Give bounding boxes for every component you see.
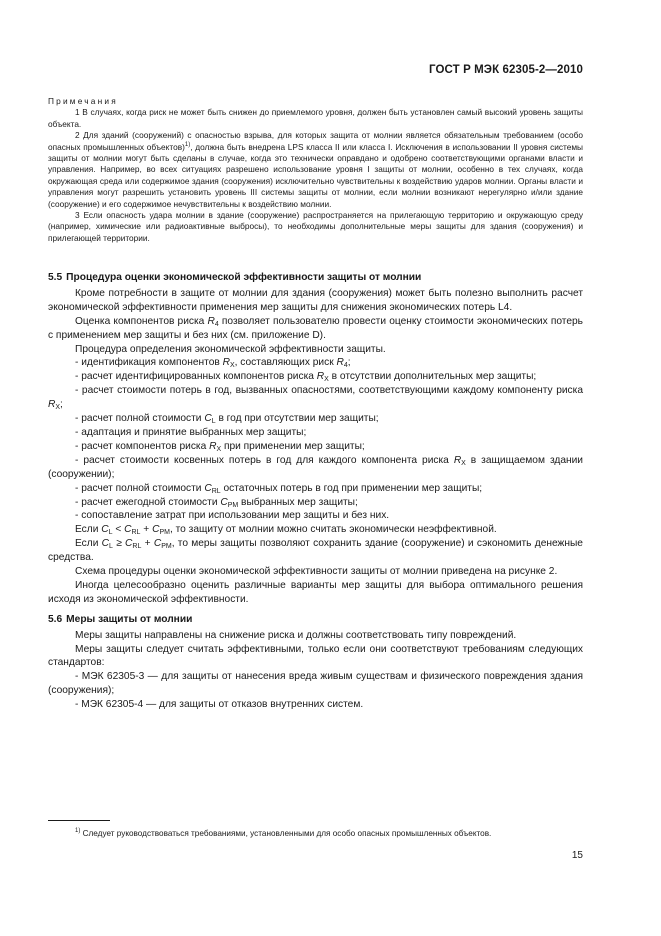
paragraph: Оценка компонентов риска $R_4$ позволяет пользователю провести оценку стоимости экономических потерь с применением мер защиты и без них (см. приложение D). bbox=[48, 315, 583, 341]
list-item: - МЭК 62305-3 — для защиты от нанесения вреда живым существам и физического повреждения здания (сооружения); bbox=[48, 671, 583, 697]
condition-economic: Если $C_L \ge C_{RL} + C_{PM}$, то меры защиты позволяют сохранить здание (сооружение) и сэкономить денежные средства. bbox=[48, 538, 583, 564]
list-item: - МЭК 62305-4 — для защиты от отказов внутренних систем. bbox=[75, 699, 364, 711]
main-text bbox=[48, 271, 583, 712]
footnote-ref[interactable]: 1) bbox=[184, 141, 191, 148]
paragraph: Схема процедуры оценки экономической эффективности защиты от молнии приведена на рисунке 2. bbox=[75, 566, 558, 578]
note-3: 3 Если опасность удара молнии в здание (сооружение) распространяется на прилегающую территорию и окружающую среду (например, химические или радиоактивные выбросы), то необходимы дополнительные меры защиты для здания (сооружения) и прилегающей территории. bbox=[48, 210, 583, 243]
notes-title: Примечания bbox=[48, 96, 118, 106]
paragraph: Иногда целесообразно оценить различные варианты мер защиты для выбора оптимального решения исходя из экономической эффективности. bbox=[48, 579, 583, 605]
paragraph: Кроме потребности в защите от молнии для здания (сооружения) может быть полезно выполнить расчет экономической эффективности применения мер защиты для снижения экономических потерь L4. bbox=[48, 287, 583, 313]
paragraph: Процедура определения экономической эффективности защиты. bbox=[75, 343, 386, 355]
document-code: ГОСТ Р МЭК 62305-2—2010 bbox=[429, 64, 583, 76]
list-item: - расчет полной стоимости $C_{RL}$ остаточных потерь в год при применении мер защиты; bbox=[75, 482, 483, 495]
footnote: $^{1)}$ Следует руководствоваться требованиями, установленными для особо опасных промышленных объектов. bbox=[75, 828, 492, 838]
page-number: 15 bbox=[571, 850, 583, 861]
list-item: - адаптация и принятие выбранных мер защиты; bbox=[75, 426, 307, 438]
list-item: - расчет ежегодной стоимости $C_{PM}$ выбранных мер защиты; bbox=[75, 496, 358, 509]
section-5-5-heading: 5.5 Процедура оценки экономической эффективности защиты от молнии bbox=[48, 272, 422, 283]
list-item: - расчет идентифицированных компонентов риска $R_X$ в отсутствии дополнительных мер защиты; bbox=[75, 371, 537, 384]
condition-uneconomic: Если $C_L < C_{RL} + C_{PM}$, то защиту от молнии можно считать экономически неэффективной. bbox=[75, 524, 497, 537]
list-item: - расчет стоимости косвенных потерь в год для каждого компонента риска $R_X$ в защищаемом здании (сооружении); bbox=[48, 454, 584, 480]
note-2: 2 Для зданий (сооружений) с опасностью взрыва, для которых защита от молнии является обязательным требованием (особо опасных промышленных объектов)$^{1)}$, должна быть внедрена LPS класса II или класса I. Исключения в использовании II уровня системы защиты от молнии могут быть сделаны в случае, когда это технически оправдано и одобрено соответствующими органами власти и управления. Например, во всех ситуациях разрешено использование уровня I защиты от молнии, особенно в тех случаях, когда окружающая среда или содержимое здания (сооружения) исключительно чувствительны к воздействию ударов молнии. Органы власти и управления могут разрешить установить уровень III системы защиты от молнии, если молнии возникают нерегулярно и/или здание (сооружение) и его содержимое нечувствительны к воздействию молнии. bbox=[48, 130, 583, 209]
list-item: - сопоставление затрат при использовании мер защиты и без них. bbox=[75, 510, 390, 522]
list-item: - расчет компонентов риска $R_X$ при применении мер защиты; bbox=[75, 440, 365, 453]
footnote-divider bbox=[48, 820, 110, 821]
note-1: 1 В случаях, когда риск не может быть снижен до приемлемого уровня, должен быть установлен самый высокий уровень защиты объекта. bbox=[48, 107, 583, 129]
section-5-6-heading: 5.6 Меры защиты от молнии bbox=[48, 613, 193, 625]
list-item: - расчет полной стоимости $C_L$ в год при отсутствии мер защиты; bbox=[75, 413, 379, 426]
list-item: - идентификация компонентов $R_X$, составляющих риск $R_4$; bbox=[75, 357, 351, 370]
list-item: - расчет стоимости потерь в год, вызванных опасностями, соответствующими каждому компоненту риска $R_X$; bbox=[48, 385, 583, 412]
paragraph: Меры защиты следует считать эффективными, только если они соответствуют требованиям следующих стандартов: bbox=[48, 643, 583, 669]
notes-block bbox=[48, 96, 583, 244]
paragraph: Меры защиты направлены на снижение риска и должны соответствовать типу повреждений. bbox=[75, 629, 517, 641]
